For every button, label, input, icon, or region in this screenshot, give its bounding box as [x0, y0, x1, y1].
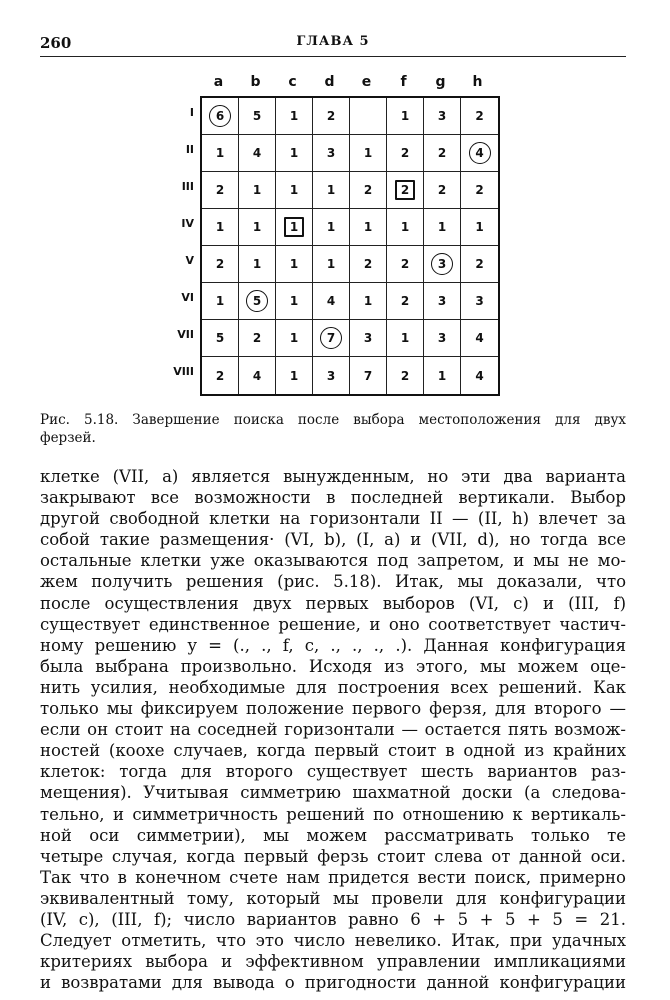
cell-value: 2	[363, 257, 373, 271]
body-line: клетке (VII, a) является вынужденным, но эти два варианта	[40, 467, 626, 486]
cell-value: 3	[326, 368, 336, 383]
board-cell-ii-f	[387, 135, 424, 172]
body-line: если он стоит на соседней горизонтали — остается пять возмож-	[40, 720, 626, 740]
board-cell-ii-g	[424, 135, 461, 172]
board-cell-iv-b	[239, 209, 276, 246]
cell-value: 2	[215, 183, 225, 197]
chapter-title: ГЛАВА 5	[296, 34, 370, 49]
body-line: четыре случая, когда первый ферзь стоит слева от данной оси.	[40, 846, 626, 866]
queen-choice-marker: 5	[246, 290, 268, 312]
board-cell-iv-h	[461, 209, 498, 246]
board-cell-ii-a	[202, 135, 239, 172]
cell-value: 1	[252, 220, 262, 234]
board-cell-ii-d	[313, 135, 350, 172]
cell-value: 2	[437, 183, 447, 197]
cell-value: 1	[400, 220, 410, 234]
body-line: Так что в конечном счете нам придется вести поиск, примерно	[40, 867, 626, 887]
cell-value: 2	[475, 183, 484, 197]
cell-value: 1	[215, 146, 225, 160]
column-label-d: d	[324, 74, 335, 90]
row-labels	[160, 94, 194, 390]
row-label-ii: II	[185, 143, 194, 156]
board-cell-vi-g	[424, 283, 461, 320]
board-cell-v-f	[387, 246, 424, 283]
board-cell-iii-b	[239, 172, 276, 209]
body-line: собой такие размещения· (VI, b), (I, a) и (VII, d), но тогда все	[40, 530, 626, 550]
board-cell-i-b	[239, 98, 276, 135]
board-cell-v-g	[424, 246, 461, 283]
board-cell-viii-h	[461, 357, 498, 394]
caption-line: Рис. 5.18. Завершение поиска после выбора местоположения для двух	[40, 412, 626, 428]
cell-value: 3	[437, 109, 447, 123]
row-label-viii: VIII	[173, 365, 194, 378]
cell-value: 2	[400, 146, 410, 160]
cell-value: 1	[289, 109, 299, 123]
body-line: эквивалентный тому, который мы провели для конфигурации	[40, 888, 626, 908]
cell-value: 1	[363, 220, 373, 234]
board-cell-vi-a	[202, 283, 239, 320]
body-line: Следует отметить, что это число невелико. Итак, при удачных	[40, 931, 626, 951]
cell-value: 3	[437, 331, 447, 345]
body-line: (IV, c), (III, f); число вариантов равно 6 + 5 + 5 + 5 = 21.	[40, 909, 626, 929]
board-cell-vii-g	[424, 320, 461, 357]
board-cell-ii-h	[461, 135, 498, 172]
cell-value: 4	[475, 331, 484, 345]
caption-line: ферзей.	[40, 430, 96, 446]
cell-value: 3	[326, 146, 336, 160]
cell-value: 1	[437, 220, 447, 234]
cell-value: 4	[326, 294, 336, 308]
board-cell-i-g	[424, 98, 461, 135]
board-cell-v-a	[202, 246, 239, 283]
cell-value: 3	[437, 294, 447, 308]
board-cell-vii-c	[276, 320, 313, 357]
board-cell-vii-f	[387, 320, 424, 357]
board-cell-iv-e	[350, 209, 387, 246]
board-cell-vi-d	[313, 283, 350, 320]
cell-value: 1	[289, 331, 299, 345]
cell-value: 2	[252, 331, 262, 345]
board-cell-iii-g	[424, 172, 461, 209]
cell-value: 1	[289, 257, 299, 271]
body-line: другой свободной клетки на горизонтали II — (II, h) влечет за	[40, 509, 626, 529]
cell-value: 1	[326, 183, 336, 197]
board-cell-vi-f	[387, 283, 424, 320]
board-cell-iii-e	[350, 172, 387, 209]
cell-value: 2	[363, 183, 373, 197]
cell-value: 1	[400, 331, 410, 345]
column-label-a: a	[213, 74, 224, 90]
cell-value: 2	[437, 146, 447, 160]
board-cell-v-e	[350, 246, 387, 283]
cell-value: 1	[289, 146, 299, 160]
body-text	[40, 466, 626, 993]
column-labels	[200, 74, 500, 94]
cell-value: 4	[252, 146, 262, 160]
column-label-e: e	[361, 74, 372, 90]
board-cell-v-h	[461, 246, 498, 283]
board-cell-iv-a	[202, 209, 239, 246]
row-label-i: I	[189, 106, 194, 119]
cell-value: 2	[475, 109, 484, 123]
board-cell-vi-h	[461, 283, 498, 320]
board-cell-iv-g	[424, 209, 461, 246]
body-line: только мы фиксируем положение первого ферзя, для второго —	[40, 699, 626, 719]
board-cell-iv-f	[387, 209, 424, 246]
body-line: жем получить решения (рис. 5.18). Итак, мы доказали, что	[40, 572, 626, 592]
cell-value: 5	[215, 331, 225, 345]
cell-value: 1	[289, 294, 299, 308]
cell-value: 1	[252, 183, 262, 197]
cell-value	[357, 105, 379, 127]
board-cell-viii-g	[424, 357, 461, 394]
column-label-b: b	[250, 74, 261, 90]
queen-choice-marker: 4	[469, 142, 491, 164]
body-line: ной оси симметрии), мы можем рассматривать только те	[40, 825, 626, 845]
board-cell-vii-e	[350, 320, 387, 357]
queen-choice-marker: 6	[209, 105, 231, 127]
board-cell-iii-f	[387, 172, 424, 209]
figure-caption	[40, 411, 626, 447]
forced-choice-marker: 1	[284, 217, 304, 237]
board-cell-i-d	[313, 98, 350, 135]
cell-value: 1	[215, 294, 225, 308]
row-label-iv: IV	[181, 217, 194, 230]
cell-value: 1	[252, 257, 262, 271]
forced-choice-marker: 2	[395, 180, 415, 200]
cell-value: 1	[215, 220, 225, 234]
body-line: остальные клетки уже оказываются под запретом, и мы не мо-	[40, 551, 626, 571]
chessboard-grid	[200, 96, 500, 396]
board-cell-vii-b	[239, 320, 276, 357]
board-cell-v-b	[239, 246, 276, 283]
body-line: тельно, и симметричность решений по отношению к вертикаль-	[40, 804, 626, 824]
board-cell-vii-d	[313, 320, 350, 357]
cell-value: 4	[475, 368, 484, 383]
cell-value: 2	[400, 257, 410, 271]
body-line: клеток: тогда для второго существует шесть вариантов раз-	[40, 762, 626, 782]
queen-choice-marker: 7	[320, 327, 342, 349]
body-line: закрывают все возможности в последней вертикали. Выбор	[40, 488, 626, 508]
board-cell-viii-f	[387, 357, 424, 394]
body-line: после осуществления двух первых выборов (VI, c) и (III, f)	[40, 593, 626, 613]
body-line: существует единственное решение, и оно соответствует частич-	[40, 614, 626, 634]
cell-value: 4	[252, 368, 262, 383]
board-cell-vii-h	[461, 320, 498, 357]
cell-value: 2	[215, 368, 225, 383]
board-cell-viii-c	[276, 357, 313, 394]
cell-value: 1	[363, 146, 373, 160]
board-cell-ii-b	[239, 135, 276, 172]
body-line: критериях выбора и эффективном управлении импликациями	[40, 952, 626, 972]
board-cell-iii-d	[313, 172, 350, 209]
cell-value: 1	[437, 368, 447, 383]
chessboard-figure	[160, 70, 520, 400]
running-head	[40, 34, 626, 56]
cell-value: 1	[363, 294, 373, 308]
body-line: была выбрана произвольно. Исходя из этого, мы можем оце-	[40, 656, 626, 676]
body-line: ностей (коохе случаев, когда первый стоит в одной из крайних	[40, 741, 626, 761]
board-cell-viii-e	[350, 357, 387, 394]
board-cell-i-a	[202, 98, 239, 135]
cell-value: 3	[363, 331, 373, 345]
row-label-v: V	[185, 254, 194, 267]
cell-value: 2	[400, 294, 410, 308]
queen-choice-marker: 3	[431, 253, 453, 275]
cell-value: 1	[289, 368, 299, 383]
cell-value: 2	[475, 257, 484, 271]
column-label-c: c	[288, 74, 297, 90]
body-line: нить усилия, необходимые для построения всех решений. Как	[40, 677, 626, 697]
cell-value: 1	[289, 183, 299, 197]
column-label-g: g	[435, 74, 446, 90]
board-cell-i-h	[461, 98, 498, 135]
board-cell-vii-a	[202, 320, 239, 357]
board-cell-i-e	[350, 98, 387, 135]
board-cell-iv-c	[276, 209, 313, 246]
row-label-vi: VI	[181, 291, 194, 304]
cell-value: 1	[400, 109, 410, 123]
board-cell-v-c	[276, 246, 313, 283]
column-label-f: f	[400, 74, 407, 90]
body-line: мещения). Учитывая симметрию шахматной доски (а следова-	[40, 783, 626, 803]
board-cell-v-d	[313, 246, 350, 283]
column-label-h: h	[472, 74, 483, 90]
board-cell-iii-h	[461, 172, 498, 209]
board-cell-viii-a	[202, 357, 239, 394]
board-cell-viii-b	[239, 357, 276, 394]
board-cell-iii-c	[276, 172, 313, 209]
cell-value: 3	[475, 294, 484, 308]
board-cell-vi-b	[239, 283, 276, 320]
cell-value: 1	[326, 220, 336, 234]
cell-value: 2	[400, 368, 410, 383]
board-cell-i-f	[387, 98, 424, 135]
board-cell-i-c	[276, 98, 313, 135]
cell-value: 1	[475, 220, 484, 234]
body-line: ному решению y = (., ., f, c, ., ., ., .). Данная конфигурация	[40, 635, 626, 655]
board-cell-ii-e	[350, 135, 387, 172]
cell-value: 2	[215, 257, 225, 271]
page-number: 260	[40, 34, 72, 52]
row-label-iii: III	[181, 180, 194, 193]
header-rule	[40, 56, 626, 57]
cell-value: 5	[252, 109, 262, 123]
body-line: и возвратами для вывода о пригодности данной конфигурации	[40, 973, 626, 993]
cell-value: 7	[363, 368, 373, 383]
board-cell-vi-c	[276, 283, 313, 320]
board-cell-vi-e	[350, 283, 387, 320]
board-cell-ii-c	[276, 135, 313, 172]
board-cell-iii-a	[202, 172, 239, 209]
cell-value: 2	[326, 109, 336, 123]
board-cell-iv-d	[313, 209, 350, 246]
cell-value: 1	[326, 257, 336, 271]
row-label-vii: VII	[177, 328, 194, 341]
board-cell-viii-d	[313, 357, 350, 394]
